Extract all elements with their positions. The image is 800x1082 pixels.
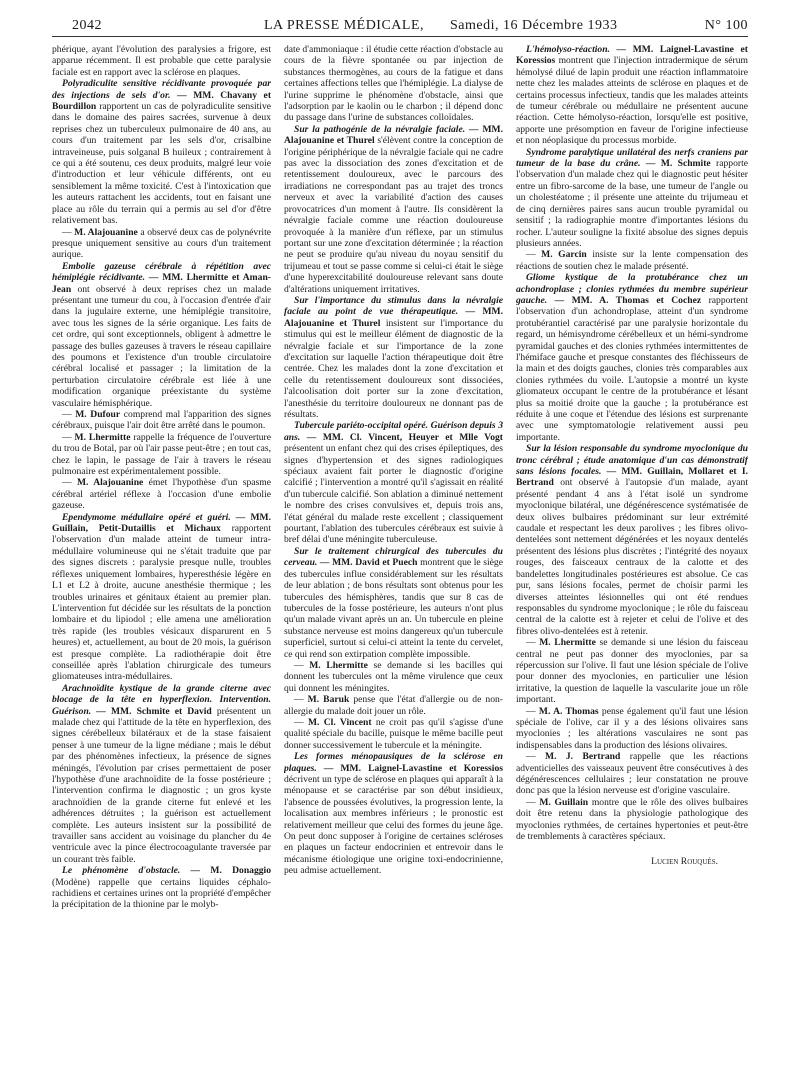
article-authors: M. Schmite bbox=[660, 158, 711, 170]
remark-author: M. Garcin bbox=[541, 249, 587, 261]
article bbox=[52, 44, 271, 78]
article-heading bbox=[516, 272, 748, 443]
discussion-remark: — M. J. Bertrand rappelle que les réactions adventicielles des vaisseaux peuvent être consécutives à des dégénérescences cellulaires ; leur constatation ne prouve donc pas que la lésion nerveuse est d'origine vasculaire. bbox=[516, 751, 748, 797]
article-heading bbox=[516, 443, 748, 637]
discussion-remark: — M. Alajouanine a observé deux cas de polynévrite presque uniquement sensitive au cours d'un traitement aurique. bbox=[52, 226, 271, 261]
article-body: présentent un malade chez qui l'attitude de la tête en hyperflexion, des signes cérébelleux bilatéraux et de la stase faisaient penser à une tumeur de la ligne médiane ; mais le début par des phénomènes infectieux, la présence de signes méningés, l'évolution par crises permettaient de poser l'hypothèse d'une arachnoïdite de la fosse postérieure ; l'intervention confirma le diagnostic ; un gros kyste arachnoïdien de la grande citerne fut enlevé et les adhérences détruites ; la guérison est actuellement complète. Les auteurs insistent sur la possibilité de travailler sans accident au voisinage du plancher du 4e ventricule avec la pince électrocoagulante traversée par un courant très faible. bbox=[52, 705, 271, 865]
discussion-remark: — M. Dufour comprend mal l'apparition des signes cérébraux, puisque l'air doit être arrêté dans le poumon. bbox=[52, 409, 271, 432]
remark-author: M. J. Bertrand bbox=[545, 751, 621, 763]
discussion-remark: — M. Alajouanine émet l'hypothèse d'un spasme cérébral artériel réflexe à l'occasion d'une embolie gazeuse. bbox=[52, 477, 271, 512]
remark-text: rappelle que les réactions adventicielles des vaisseaux peuvent être consécutives à des dégénérescences cellulaires ; leur constatation ne prouve donc pas que la lésion nerveuse est d'origine vasculaire. bbox=[516, 751, 748, 797]
article-body: montrent que l'injection intradermique de sérum hémolysé dilué de lapin produit une réaction inflammatoire nette chez les malades atteints de sclérose en plaques et de certains processus infectieux, tandis que les malades atteints de tumeur cérébrale ou médullaire ne présentent aucune réaction. Cette hémolyso-réaction, lorsqu'elle est positive, apporte une présomption en faveur de l'origine infectieuse et non néoplasique du processus morbide. bbox=[516, 55, 748, 147]
article-heading bbox=[516, 147, 748, 250]
article-authors: MM. Lhermitte et Aman-Jean bbox=[52, 272, 271, 295]
remark-author: M. Alajouanine bbox=[74, 226, 138, 238]
article bbox=[284, 546, 503, 751]
article-body: insistent sur l'importance du stimulus qui est le meilleur élément de diagnostic de la névralgie faciale et sur l'importance de la zone d'excitation sur laquelle l'action thérapeutique doit être centrée. Chez les malades dont la zone d'excitation et celle du retentissement douloureux sont dissociées, l'alcoolisation doit porter sur la zone d'excitation, l'anesthésie du territoire douloureux ne donnant pas de résultats. bbox=[284, 317, 503, 420]
remark-text: a observé deux cas de polynévrite presque uniquement sensitive au cours d'un traitement aurique. bbox=[52, 226, 271, 261]
article-authors: MM. Alajouanine et Thurel bbox=[284, 306, 503, 329]
remark-author: M. Guillain bbox=[539, 796, 589, 808]
article-title: Ependymome médullaire opéré et guéri. — bbox=[62, 511, 246, 523]
remark-author: M. Lhermitte bbox=[539, 637, 596, 649]
article-body: ont observé à deux reprises chez un malade présentant une tumeur du cou, à l'occasion d'entrée d'air dans la jugulaire externe, une hémiplégie transitoire, avec tous les signes de la série organique. Les faits de cet ordre, qui sont exceptionnels, obligent à admettre le passage des bulles gazeuses à travers le réseau capillaire des poumons et l'existence d'un trouble circulatoire cérébral localisé et passager ; la limitation de la perturbation circulatoire cérébrale est liée à une modification organique préexistante du système vasculaire hémisphérique. bbox=[52, 283, 271, 409]
article-body: date d'ammoniaque : il étudie cette réaction d'obstacle au cours de la fièvre spontanée ou par injection de substances thermogènes, au cours de la fatigue et dans certaines affections telles que l'hémiplégie. La dialyse de l'urine supprime le phénomène d'obstacle, ainsi que l'adsorption par le kaolin ou le charbon ; il dépend donc du passage dans l'urine de substances colloïdales. bbox=[284, 44, 503, 124]
issue-date: Samedi, 16 Décembre 1933 bbox=[450, 18, 618, 33]
article-authors: M. Donaggio bbox=[210, 865, 271, 877]
article-authors: MM. Laignel-Lavastine et Koressios bbox=[516, 44, 748, 67]
remark-author: M. A. Thomas bbox=[538, 705, 599, 717]
article bbox=[52, 683, 271, 866]
article-heading bbox=[52, 78, 271, 226]
text-column-3 bbox=[516, 44, 748, 1064]
article-heading bbox=[284, 546, 503, 660]
discussion-remark: — M. Guillain montre que le rôle des olives bulbaires doit être retenu dans la physiologie pathologique des myoclonies rythmées, de certaines hypertonies et peut-être de tremblements à caractères spéciaux. bbox=[516, 796, 748, 843]
remark-author: M. Lhermitte bbox=[74, 431, 131, 443]
article-heading bbox=[284, 124, 503, 295]
remark-text: ne croit pas qu'il s'agisse d'une qualité spéciale du bacille, puisque le même bacille peut donner successivement le tubercule et la méningite. bbox=[284, 716, 503, 751]
article bbox=[52, 261, 271, 512]
text-column-2 bbox=[284, 44, 503, 1064]
article-authors: MM. Alajouanine et Thurel bbox=[284, 123, 503, 147]
remark-text: comprend mal l'apparition des signes cérébraux, puisque l'air doit être arrêté dans le poumon. bbox=[52, 409, 271, 432]
page-number: 2042 bbox=[72, 18, 102, 33]
masthead bbox=[52, 8, 748, 37]
article-authors: MM. Laignel-Lavastine et Koressios bbox=[340, 762, 503, 774]
remark-text: pense que l'état d'allergie ou de non-allergie du malade doit jouer un rôle. bbox=[284, 694, 503, 717]
remark-author: M. Cl. Vincent bbox=[307, 716, 372, 728]
discussion-remark: — M. Garcin insiste sur la lente compensation des réactions de soutien chez le malade présenté. bbox=[516, 249, 748, 272]
article-body: rapportent l'observation d'un malade atteint de tumeur intra-médullaire volumineuse qui ne s'était traduite que par des signes discrets : paralysie presque nulle, troubles réflexes uniquement lombaires, hyperesthésie légère en L1 et L2 à droite, aucune anesthésie thermique ; les troubles urinaires et génitaux étaient au premier plan. L'intervention fut décidée sur les résultats de la ponction lombaire et du lipiodol ; elle amena une amélioration très rapide (les troubles vésicaux disparurent en 5 heures) et, actuellement, au bout de 20 mois, la guérison est presque complète. La radiothérapie doit être conseillée après l'ablation chirurgicale des tumeurs gliomateuses intra-médullaires. bbox=[52, 523, 271, 683]
remark-author: M. Dufour bbox=[75, 409, 121, 420]
article-title: Le phénomène d'obstacle. — bbox=[62, 865, 201, 877]
article bbox=[516, 272, 748, 443]
journal-title: LA PRESSE MÉDICALE, bbox=[264, 18, 425, 33]
article-title: L'hémolyso-réaction. — bbox=[526, 44, 627, 55]
article-heading bbox=[284, 751, 503, 876]
article-title: Tubercule pariéto-occipital opéré. Guérison depuis 3 ans. — bbox=[284, 420, 503, 443]
article-heading bbox=[52, 512, 271, 683]
article bbox=[284, 295, 503, 420]
article-authors: MM. A. Thomas et Cochez bbox=[571, 294, 702, 306]
article-heading bbox=[52, 865, 271, 911]
article bbox=[516, 147, 748, 272]
article-body: ont observé à l'autopsie d'un malade, ayant présenté pendant 4 ans à l'état isolé un syndrome myoclonique bilatéral, une dégénérescence systématisée de deux olives bulbaires prédominant sur leur extrémité caudale et respectant les deux parolives ; les fibres olivo-dentelées sont nettement dégénérées et les noyaux dentelés présentent des lésions plus discrètes ; l'intégrité des noyaux rouges, des faisceaux centraux de la calotte et des bandelettes longitudinales postérieures est absolue. Ce cas pur, sans lésions focales, permet de choisir parmi les diverses atteintes lésionnelles qui ont été rendues responsables du syndrome myoclonique ; le rôle du faisceau central de la calotte est à rejeter et celui de l'olive et des fibres olivo-dentelées est à retenir. bbox=[516, 477, 748, 637]
remark-text: émet l'hypothèse d'un spasme cérébral artériel réflexe à l'occasion d'une embolie gazeuse. bbox=[52, 477, 271, 512]
article-title: Polyradiculite sensitive récidivante provoquée par des injections de sels d'or. — bbox=[52, 78, 271, 101]
remark-text: pense également qu'il faut une lésion spéciale de l'olive, car il y a des lésions olivaires sans myoclonies ; les altérations vasculaires ne sont pas indispensables dans la production des lésions olivaires. bbox=[516, 705, 748, 751]
article bbox=[516, 44, 748, 147]
remark-text: insiste sur la lente compensation des réactions de soutien chez le malade présenté. bbox=[516, 249, 748, 272]
remark-author: M. Baruk bbox=[307, 694, 350, 706]
article bbox=[284, 420, 503, 545]
text-column-1 bbox=[52, 44, 271, 1064]
article-body: (Modène) rappelle que certains liquides céphalo-rachidiens et certaines urines ont la propriété d'empêcher la précipitation de la thionine par le molyb- bbox=[52, 876, 271, 911]
issue-number: N° 100 bbox=[704, 18, 748, 33]
article-heading bbox=[52, 261, 271, 409]
article-body: rapportent l'observation d'un achondroplase, atteint d'un syndrome protubérantiel caractérisé par une paralysie horizontale du regard, un hémisyndrome cérébelleux et un hémi-syndrome pyramidal gauches et des clonies rythmées intermittentes de l'hémiface gauche et presque constantes des fléchisseurs de la main et des doigts gauches, clonies très comparables aux clonies rythmées du voile. L'autopsie a montré un kyste gliomateux occupant le centre de la protubérance et lésant plus sa moitié droite que la gauche ; la protubérance est réduite à une coque et l'étendue des lésions est surprenante avec une symptomatologie relativement aussi peu importante. bbox=[516, 294, 748, 443]
remark-text: se demande si les bacilles qui donnent les tubercules ont la même virulence que ceux qui donnent les méningites. bbox=[284, 659, 503, 694]
article-authors: MM. Guillain, Petit-Dutaillis et Michaux bbox=[52, 511, 271, 535]
article bbox=[284, 751, 503, 876]
article-authors: MM. Guillain, Mollaret et I. Bertrand bbox=[516, 466, 748, 489]
article-title: Les formes ménopausiques de la sclérose en plaques. — bbox=[284, 751, 503, 774]
article-body: décrivent un type de sclérose en plaques qui apparaît à la ménopause et se caractérise par son début insidieux, l'absence de poussées évolutives, la progression lente, la localisation aux membres inférieurs ; le pronostic est relativement meilleur que celui des formes du jeune âge. On peut donc supposer à l'origine de certaines scléroses en plaques un facteur endocrinien et entrevoir dans le mécanisme étiologique une origine toxi-endocrinienne, peu admise actuellement. bbox=[284, 774, 503, 877]
remark-text: rappelle la fréquence de l'ouverture du trou de Botal, par où l'air passe peut-être ; en tout cas, chez le lapin, le passage de l'air à travers le réseau pulmonaire est expérimentalement possible. bbox=[52, 431, 271, 478]
remark-text: montre que le rôle des olives bulbaires doit être retenu dans la physiologie pathologique des myoclonies rythmées, de certaines hypertonies et peut-être de tremblements à caractères spéciaux. bbox=[516, 796, 748, 843]
article-heading bbox=[516, 44, 748, 147]
article-title: Gliome kystique de la protubérance chez un achondroplase ; clonies rythmées du membre supérieur gauche. — bbox=[516, 272, 748, 306]
article bbox=[52, 512, 271, 683]
article-authors: MM. David et Puech bbox=[332, 557, 418, 569]
discussion-remark: — M. Lhermitte rappelle la fréquence de l'ouverture du trou de Botal, par où l'air passe peut-être ; en tout cas, chez le lapin, le passage de l'air à travers le réseau pulmonaire est expérimentalement possible. bbox=[52, 431, 271, 478]
article-authors: MM. Schmite et David bbox=[110, 705, 212, 717]
article-heading bbox=[284, 295, 503, 420]
discussion-remark: — M. Cl. Vincent ne croit pas qu'il s'agisse d'une qualité spéciale du bacille, puisque le même bacille peut donner successivement le tubercule et la méningite. bbox=[284, 716, 503, 751]
article-title: Sur la pathogénie de la névralgie faciale. — bbox=[294, 123, 479, 135]
article-body: rapportent un cas de polyradiculite sensitive dans le domaine des paires sacrées, survenue à deux reprises chez un tuberculeux pulmonaire de 40 ans, au cours d'un traitement par les sels d'or, crisalbine intraveineuse, puis solganal B huileux ; contrairement à ce qui a été soutenu, ces deux produits, malgré leur voie d'introduction et leur véhicule différents, ont eu sensiblement la même toxicité. C'est à l'intoxication que les auteurs rattachent les accidents, tout en faisant une place au rôle du terrain qui a permis au sel d'or d'être relativement bas. bbox=[52, 101, 271, 227]
article bbox=[52, 865, 271, 911]
article-title: Sur la lésion responsable du syndrome myoclonique du tronc cérébral ; étude anatomique d'un cas démonstratif sans lésions focales. — bbox=[516, 443, 748, 478]
article-body: présentent un enfant chez qui des crises épileptiques, des signes d'hypertension et des signes radiologiques spéciaux avaient fait porter le diagnostic d'origine calcifié ; l'intervention a montré qu'il s'agissait en réalité d'un tubercule calcifié. Son ablation a diminué nettement le nombre des crises convulsives et, depuis trois ans, l'état général du malade reste excellent ; classiquement pourtant, l'ablation des tubercules cérébraux est suivie à bref délai d'une méningite tuberculeuse. bbox=[284, 443, 503, 546]
article-title: Sur le traitement chirurgical des tubercules du cerveau. — bbox=[284, 545, 503, 569]
article-authors: MM. Chavany et Bourdillon bbox=[52, 89, 271, 113]
remark-author: M. Alajouanine bbox=[76, 477, 144, 489]
article bbox=[52, 78, 271, 261]
article-heading bbox=[284, 420, 503, 545]
article-title: Syndrome paralytique unilatéral des nerfs craniens par tumeur de la base du crâne. — bbox=[516, 146, 748, 170]
article-body: montrent que le siège des tubercules influe considérablement sur les résultats de leur ablation ; de bons résultats sont obtenus pour les tubercules des hémisphères, tandis que sur 8 cas de tubercules de la fosse postérieure, les auteurs n'ont plus qu'un malade vivant après un an. Un tubercule en pleine substance nerveuse est moins dangereux qu'un tubercule superficiel, surtout si celui-ci atteint la tente du cervelet, ce qui rend son extirpation complète impossible. bbox=[284, 557, 503, 660]
discussion-remark: — M. Lhermitte se demande si une lésion du faisceau central ne peut pas donner des myoclonies, par sa répercussion sur l'olive. Il faut une lésion spéciale de l'olive pour donner des myoclonies, en particulier une lésion irritative, la question de laquelle la vascularite joue un rôle important. bbox=[516, 637, 748, 706]
remark-text: se demande si une lésion du faisceau central ne peut pas donner des myoclonies, par sa répercussion sur l'olive. Il faut une lésion spéciale de l'olive pour donner des myoclonies, en particulier une lésion irritative, la question de laquelle la vascularite joue un rôle important. bbox=[516, 637, 748, 706]
article-body: phérique, ayant l'évolution des paralysies a frigore, est apparue récemment. Il est probable que cette paralysie faciale est en rapport avec la sclérose en plaques. bbox=[52, 44, 271, 78]
article bbox=[284, 124, 503, 295]
article bbox=[284, 44, 503, 124]
article-title: Sur l'importance du stimulus dans la névralgie faciale au point de vue thérapeutique. — bbox=[284, 294, 503, 318]
discussion-remark: — M. A. Thomas pense également qu'il faut une lésion spéciale de l'olive, car il y a des lésions olivaires sans myoclonies ; les altérations vasculaires ne sont pas indispensables dans la production des lésions olivaires. bbox=[516, 705, 748, 751]
article-title: Embolie gazeuse cérébrale à répétition avec hémiplégie récidivante. — bbox=[52, 260, 271, 284]
article-authors: MM. Cl. Vincent, Heuyer et Mlle Vogt bbox=[322, 431, 503, 443]
article-heading bbox=[52, 683, 271, 866]
author-signature: Lucien Rouquès. bbox=[651, 856, 718, 868]
article-title: Arachnoïdite kystique de la grande citerne avec blocage de la tête en hyperflexion. Intervention. Guérison. — bbox=[52, 682, 271, 717]
article-body: rapporte l'observation d'un malade chez qui le diagnostic peut hésiter entre un fibro-sarcome de la base, une tumeur de l'angle ou un cholestéatome ; il présente une atteinte du trijumeau et de cinq dernières paires sans aucun trouble pyramidal ou sensitif ; la radiographie montre d'importantes lésions du rocher. L'auteur souligne la fixité absolue des signes depuis plusieurs années. bbox=[516, 158, 748, 249]
discussion-remark: — M. Baruk pense que l'état d'allergie ou de non-allergie du malade doit jouer un rôle. bbox=[284, 694, 503, 717]
discussion-remark: — M. Lhermitte se demande si les bacilles qui donnent les tubercules ont la même virulence que ceux qui donnent les méningites. bbox=[284, 659, 503, 694]
article bbox=[516, 443, 748, 842]
remark-author: M. Lhermitte bbox=[309, 659, 368, 671]
article-body: s'élèvent contre la conception de l'origine périphérique de la névralgie faciale qui ne cadre pas avec la dissociation des zones d'excitation et de retentissement douloureux, avec le parcours des irradiations ne correspondant pas au trajet des troncs nerveux et avec la variabilité d'action des causes provocatrices d'un moment à l'autre. Ils considèrent la névralgie faciale comme une réaction douloureuse provoquée à la manière d'un réflexe, par un stimulus portant sur une zone d'excitation déterminée ; la réaction ne peut se produire qu'au niveau du noyau sensitif du trijumeau et tout se passe comme si celui-ci était le siège d'une hyperexcitabilité douloureuse relevant sans doute d'altérations uniquement irritatives. bbox=[284, 135, 503, 295]
